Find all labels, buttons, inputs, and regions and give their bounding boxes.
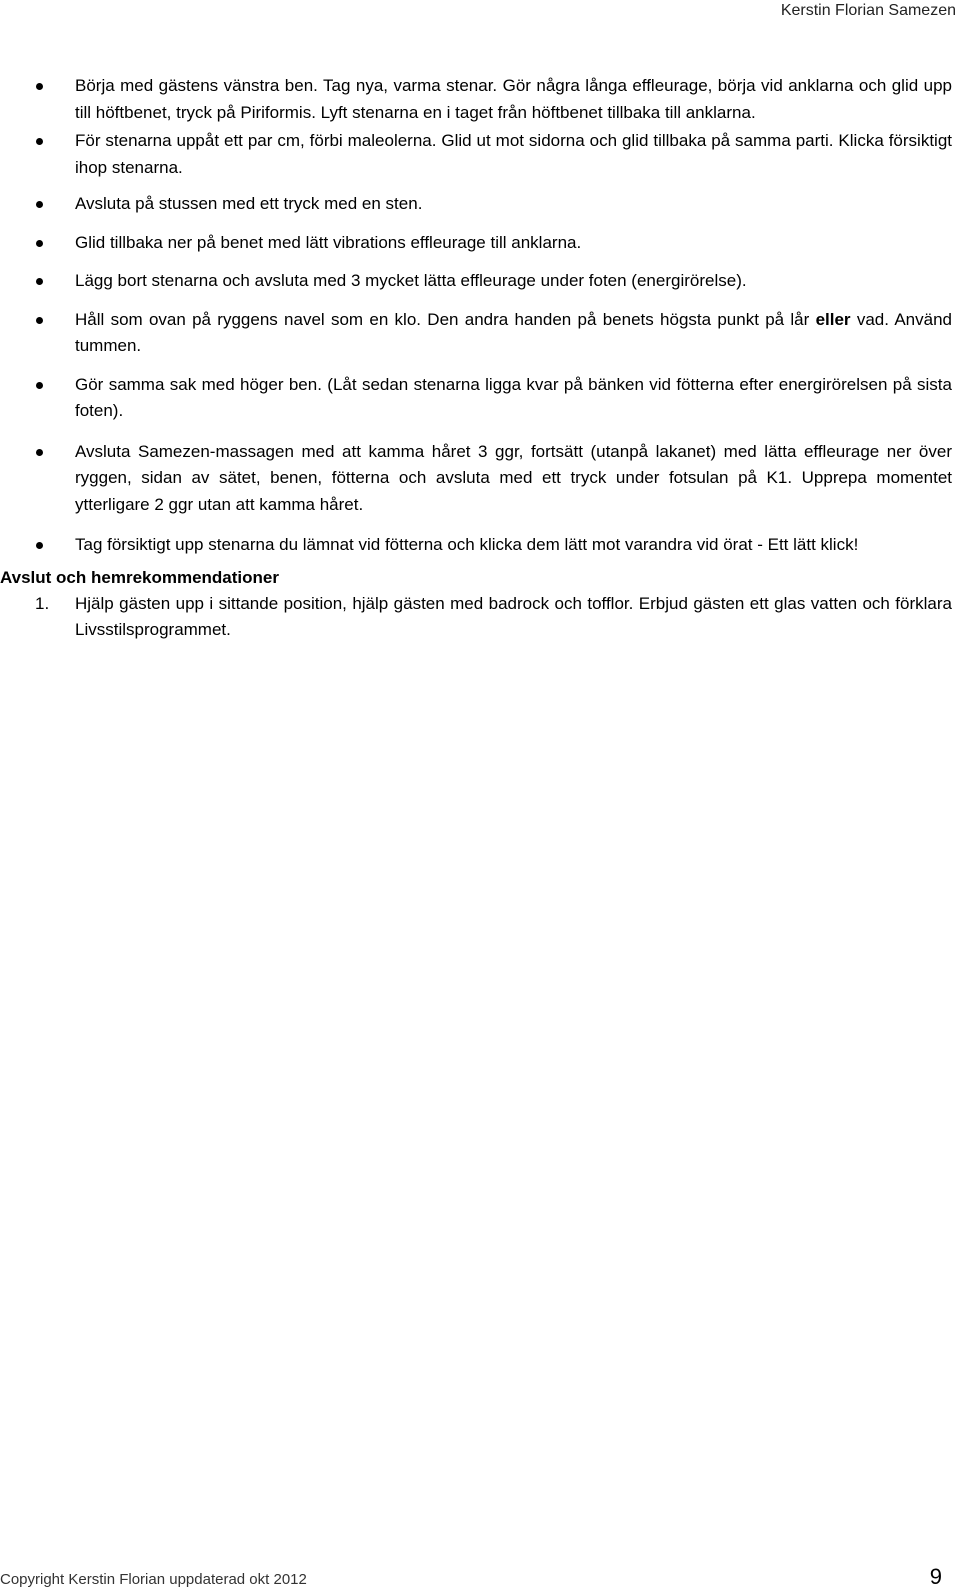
list-item-text: Hjälp gästen upp i sittande position, hjälp gästen med badrock och tofflor. Erbjud gästen ett glas vatten och förklara Livsstilsprogrammet. <box>75 593 952 639</box>
list-item <box>0 439 952 519</box>
list-item <box>0 128 952 181</box>
bullet-icon <box>36 201 43 208</box>
list-item-text: Avsluta Samezen-massagen med att kamma håret 3 ggr, fortsätt (utanpå lakanet) med lätta effleurage ner över ryggen, sidan av sätet, benen, fötterna och avsluta med ett tryck under fotsulan på K1. Upprepa momentet ytterligare 2 ggr utan att kamma håret. <box>75 441 952 514</box>
bullet-icon <box>36 382 43 389</box>
list-number: 1. <box>35 593 50 613</box>
section-heading: Avslut och hemrekommendationer <box>0 567 279 587</box>
list-item-text: Glid tillbaka ner på benet med lätt vibrations effleurage till anklarna. <box>75 232 582 252</box>
document-body <box>0 73 952 644</box>
list-item <box>0 73 952 126</box>
recommendation-list <box>0 591 952 644</box>
bullet-icon <box>36 240 43 247</box>
bullet-icon <box>36 317 43 324</box>
bullet-icon <box>36 542 43 549</box>
list-item <box>0 591 952 644</box>
list-item <box>0 532 952 559</box>
instruction-list <box>0 73 952 559</box>
page-number: 9 <box>929 1564 942 1589</box>
list-item-text: Börja med gästens vänstra ben. Tag nya, varma stenar. Gör några långa effleurage, börja vid anklarna och glid upp till höftbenet, tryck på Piriformis. Lyft stenarna en i taget från höftbenet tillbaka till anklarna. <box>75 76 952 122</box>
list-item <box>0 307 952 360</box>
bullet-icon <box>36 138 43 145</box>
list-item-text: Avsluta på stussen med ett tryck med en sten. <box>75 194 423 213</box>
list-item <box>0 372 952 425</box>
emphasis-text: eller <box>815 309 851 329</box>
list-item <box>0 268 952 295</box>
footer-copyright: Copyright Kerstin Florian uppdaterad okt 2012 <box>0 1571 307 1588</box>
list-item-text: Tag försiktigt upp stenarna du lämnat vid fötterna och klicka dem lätt mot varandra vid örat - Ett lätt klick! <box>75 535 859 554</box>
list-item-text: För stenarna uppåt ett par cm, förbi maleolerna. Glid ut mot sidorna och glid tillbaka på samma parti. Klicka försiktigt ihop stenarna. <box>75 131 952 177</box>
list-item <box>0 191 952 218</box>
list-item-text: Håll som ovan på ryggens navel som en klo. Den andra handen på benets högsta punkt på lår eller vad. Använd tummen. <box>75 309 952 355</box>
bullet-icon <box>36 83 43 90</box>
list-item-text: Gör samma sak med höger ben. (Låt sedan stenarna ligga kvar på bänken vid fötterna efter energirörelsen på sista foten). <box>75 374 952 420</box>
page-header-author: Kerstin Florian Samezen <box>780 2 956 19</box>
bullet-icon <box>36 278 43 285</box>
bullet-icon <box>36 449 43 456</box>
list-item <box>0 230 952 257</box>
list-item-text: Lägg bort stenarna och avsluta med 3 mycket lätta effleurage under foten (energirörelse). <box>75 271 747 290</box>
